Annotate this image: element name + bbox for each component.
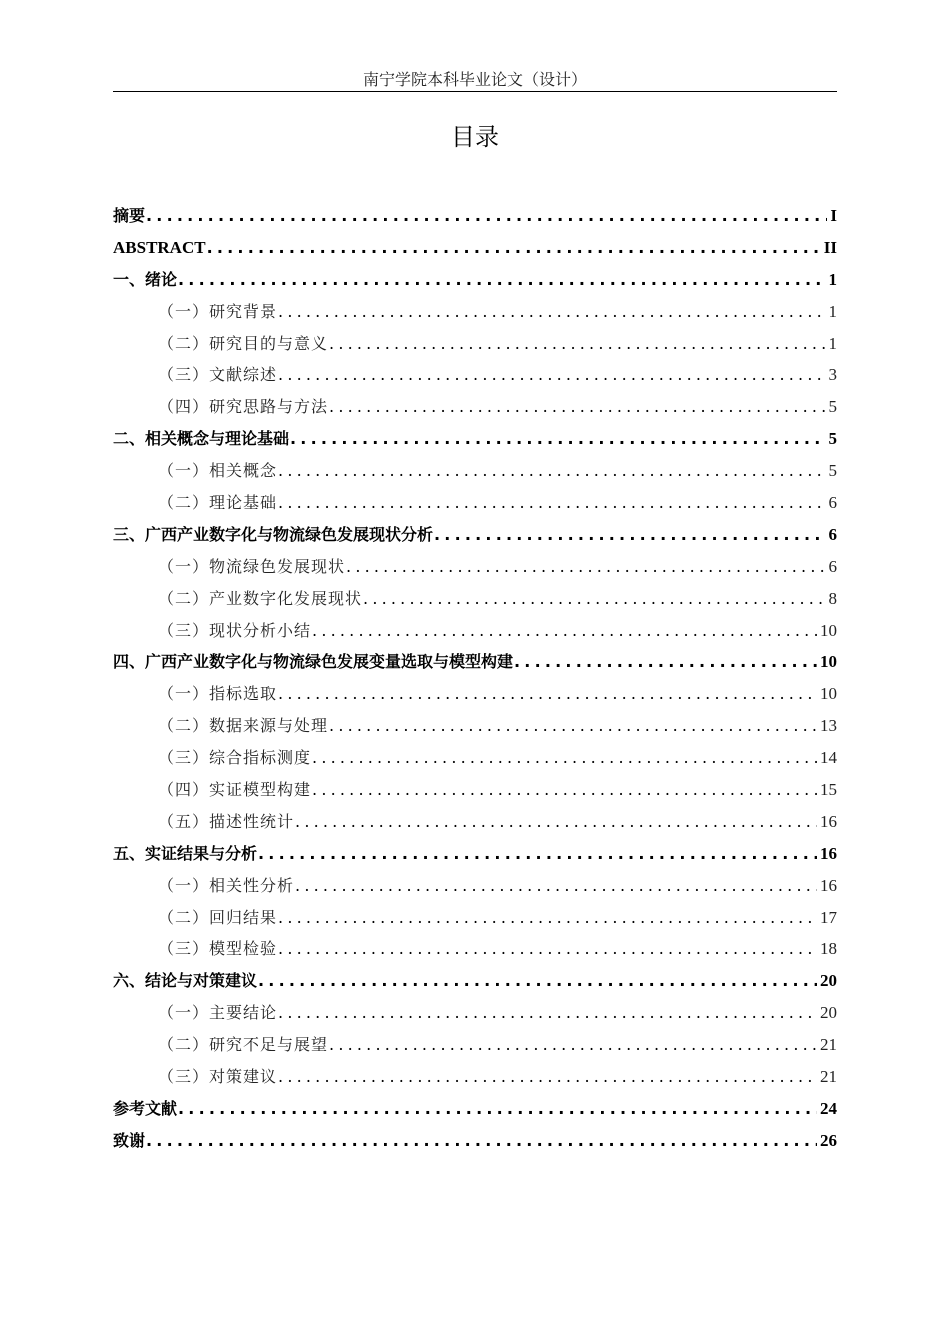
toc-entry[interactable] <box>113 997 837 1029</box>
toc-entry-label: 指标选取 <box>209 684 278 704</box>
toc-entry-label: 研究思路与方法 <box>209 397 329 417</box>
table-of-contents <box>113 200 837 1157</box>
toc-entry[interactable] <box>113 710 837 742</box>
toc-entry-number: （一） <box>158 461 210 481</box>
toc-entry[interactable] <box>113 806 837 838</box>
toc-entry[interactable] <box>113 742 837 774</box>
toc-entry-label: 数据来源与处理 <box>209 716 329 736</box>
toc-entry-number: （一） <box>158 1003 210 1023</box>
toc-entry-page-number: 13 <box>820 716 837 736</box>
toc-entry-number: （三） <box>158 748 210 768</box>
toc-dot-leader <box>278 1061 817 1093</box>
toc-entry-page-number: 10 <box>820 684 837 704</box>
toc-entry-label: 现状分析小结 <box>209 620 312 640</box>
toc-dot-leader <box>207 232 821 264</box>
toc-entry-page-number: 18 <box>820 939 837 959</box>
toc-entry-number: 五、 <box>113 843 146 863</box>
toc-dot-leader <box>295 806 817 838</box>
toc-entry-label: 产业数字化发展现状 <box>209 588 363 608</box>
toc-entry-page-number: 5 <box>828 397 837 417</box>
toc-entry-number: 一、 <box>113 269 146 289</box>
toc-entry[interactable] <box>113 296 837 328</box>
toc-entry-label: 结论与对策建议 <box>145 971 258 991</box>
toc-entry-label: 描述性统计 <box>209 811 295 831</box>
toc-entry-number: （一） <box>158 301 210 321</box>
toc-entry[interactable] <box>113 200 837 232</box>
toc-dot-leader <box>329 710 817 742</box>
toc-entry-page-number: 1 <box>828 301 837 321</box>
toc-entry-page-number: 26 <box>820 1130 837 1150</box>
toc-entry-label: ABSTRACT <box>113 237 206 257</box>
toc-entry[interactable] <box>113 519 837 551</box>
toc-entry-label: 文献综述 <box>209 365 278 385</box>
toc-entry-label: 理论基础 <box>209 493 278 513</box>
toc-entry[interactable] <box>113 965 837 997</box>
toc-entry-label: 对策建议 <box>209 1067 278 1087</box>
toc-entry-number: （四） <box>158 780 210 800</box>
toc-entry-label: 研究目的与意义 <box>209 333 329 353</box>
toc-entry-page-number: 16 <box>820 875 837 895</box>
toc-dot-leader <box>290 423 825 455</box>
toc-entry-label: 相关概念 <box>209 461 278 481</box>
toc-entry-page-number: 5 <box>828 461 837 481</box>
toc-dot-leader <box>329 1029 817 1061</box>
toc-entry[interactable] <box>113 328 837 360</box>
toc-entry-label: 绪论 <box>145 269 178 289</box>
toc-entry-number: （三） <box>158 620 210 640</box>
toc-entry[interactable] <box>113 487 837 519</box>
toc-dot-leader <box>278 933 817 965</box>
toc-dot-leader <box>363 583 825 615</box>
toc-entry-label: 回归结果 <box>209 907 278 927</box>
toc-entry[interactable] <box>113 1029 837 1061</box>
toc-entry-number: 三、 <box>113 524 146 544</box>
toc-entry-label: 实证结果与分析 <box>145 843 258 863</box>
toc-entry-number: （二） <box>158 333 210 353</box>
toc-entry-label: 主要结论 <box>209 1003 278 1023</box>
toc-dot-leader <box>178 1093 817 1125</box>
toc-entry-number: （一） <box>158 875 210 895</box>
header-rule <box>113 91 837 92</box>
toc-dot-leader <box>346 551 825 583</box>
toc-dot-leader <box>278 997 817 1029</box>
toc-entry[interactable] <box>113 423 837 455</box>
toc-entry[interactable] <box>113 264 837 296</box>
toc-dot-leader <box>258 965 817 997</box>
toc-dot-leader <box>178 264 825 296</box>
toc-dot-leader <box>146 200 827 232</box>
toc-entry-number: （二） <box>158 1035 210 1055</box>
toc-dot-leader <box>278 455 825 487</box>
toc-dot-leader <box>258 838 817 870</box>
toc-entry-number: （二） <box>158 493 210 513</box>
toc-entry-label: 综合指标测度 <box>209 748 312 768</box>
toc-entry-number: （一） <box>158 684 210 704</box>
toc-entry-label: 相关概念与理论基础 <box>145 429 290 449</box>
toc-entry-label: 物流绿色发展现状 <box>209 556 346 576</box>
toc-entry-page-number: 3 <box>828 365 837 385</box>
toc-entry[interactable] <box>113 455 837 487</box>
toc-entry-number: （一） <box>158 556 210 576</box>
toc-entry[interactable] <box>113 615 837 647</box>
toc-dot-leader <box>312 615 817 647</box>
toc-dot-leader <box>278 902 817 934</box>
toc-entry-page-number: 5 <box>828 429 837 449</box>
toc-entry-page-number: 10 <box>820 652 837 672</box>
toc-entry[interactable] <box>113 902 837 934</box>
toc-entry-page-number: 6 <box>828 556 837 576</box>
toc-entry-page-number: 17 <box>820 907 837 927</box>
toc-dot-leader <box>312 774 817 806</box>
toc-entry[interactable] <box>113 870 837 902</box>
toc-entry-label: 广西产业数字化与物流绿色发展变量选取与模型构建 <box>145 652 514 672</box>
toc-entry-page-number: 21 <box>820 1035 837 1055</box>
toc-entry-number: （二） <box>158 588 210 608</box>
toc-entry-page-number: II <box>823 237 837 257</box>
toc-entry-number: （二） <box>158 907 210 927</box>
toc-entry-page-number: 20 <box>820 1003 837 1023</box>
toc-entry-page-number: 21 <box>820 1067 837 1087</box>
toc-dot-leader <box>278 678 817 710</box>
toc-entry[interactable] <box>113 933 837 965</box>
toc-entry-label: 相关性分析 <box>209 875 295 895</box>
toc-entry-page-number: 8 <box>828 588 837 608</box>
toc-entry-label: 致谢 <box>113 1130 146 1150</box>
toc-entry-page-number: 10 <box>820 620 837 640</box>
toc-entry-page-number: I <box>830 206 837 225</box>
toc-entry-page-number: 16 <box>820 811 837 831</box>
toc-entry-page-number: 15 <box>820 780 837 800</box>
toc-entry[interactable] <box>113 646 837 678</box>
toc-dot-leader <box>278 487 825 519</box>
toc-entry[interactable] <box>113 678 837 710</box>
toc-entry-number: （三） <box>158 939 210 959</box>
toc-entry[interactable] <box>113 838 837 870</box>
toc-dot-leader <box>329 391 825 423</box>
toc-entry[interactable] <box>113 551 837 583</box>
toc-dot-leader <box>278 296 825 328</box>
toc-entry-page-number: 20 <box>820 971 837 991</box>
toc-entry-page-number: 6 <box>828 493 837 513</box>
toc-entry-number: （二） <box>158 716 210 736</box>
toc-entry-label: 研究背景 <box>209 301 278 321</box>
toc-entry[interactable] <box>113 583 837 615</box>
toc-entry-page-number: 6 <box>828 524 837 544</box>
page-title: 目录 <box>451 123 499 151</box>
toc-entry-number: （五） <box>158 811 210 831</box>
toc-entry[interactable] <box>113 1093 837 1125</box>
toc-entry-number: （三） <box>158 1067 210 1087</box>
toc-entry-label: 广西产业数字化与物流绿色发展现状分析 <box>145 524 434 544</box>
toc-dot-leader <box>146 1125 817 1157</box>
toc-entry-number: 六、 <box>113 971 146 991</box>
toc-entry-page-number: 14 <box>820 748 837 768</box>
toc-dot-leader <box>295 870 817 902</box>
toc-entry-page-number: 1 <box>828 333 837 353</box>
toc-dot-leader <box>434 519 825 551</box>
toc-entry-page-number: 24 <box>820 1098 837 1118</box>
toc-entry[interactable] <box>113 391 837 423</box>
toc-entry[interactable] <box>113 1061 837 1093</box>
toc-entry-label: 摘要 <box>113 206 146 225</box>
toc-entry-label: 参考文献 <box>113 1098 178 1118</box>
toc-entry[interactable] <box>113 232 837 264</box>
toc-entry-number: 四、 <box>113 652 146 672</box>
toc-entry-label: 实证模型构建 <box>209 780 312 800</box>
toc-entry[interactable] <box>113 359 837 391</box>
toc-dot-leader <box>514 646 817 678</box>
toc-entry-number: （四） <box>158 397 210 417</box>
toc-dot-leader <box>312 742 817 774</box>
toc-entry-page-number: 1 <box>828 269 837 289</box>
toc-dot-leader <box>329 328 825 360</box>
toc-entry-number: 二、 <box>113 429 146 449</box>
toc-entry[interactable] <box>113 1125 837 1157</box>
toc-entry-label: 模型检验 <box>209 939 278 959</box>
toc-entry-label: 研究不足与展望 <box>209 1035 329 1055</box>
toc-entry[interactable] <box>113 774 837 806</box>
page-header: 南宁学院本科毕业论文（设计） <box>362 70 587 89</box>
toc-dot-leader <box>278 359 825 391</box>
toc-entry-number: （三） <box>158 365 210 385</box>
toc-entry-page-number: 16 <box>820 843 837 863</box>
